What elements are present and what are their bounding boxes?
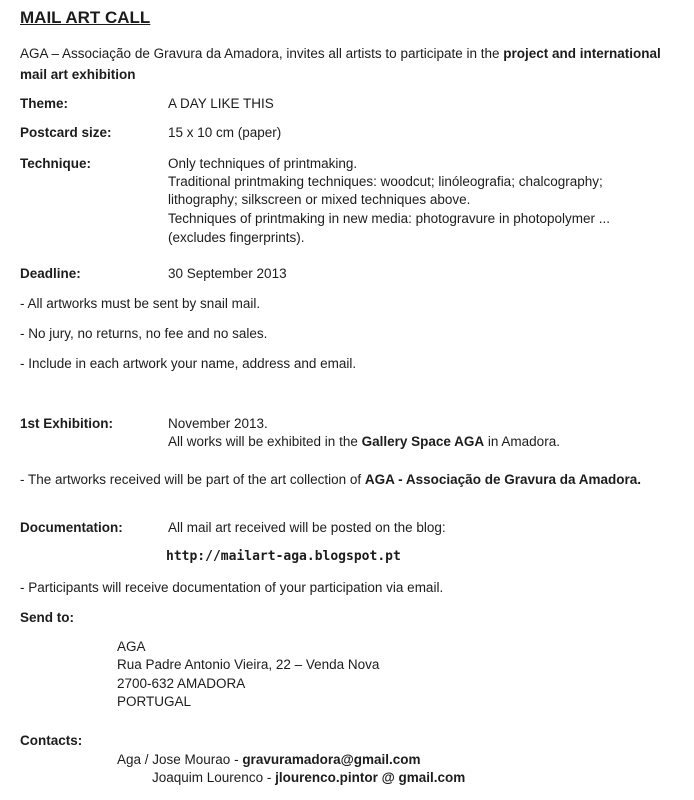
technique-line: lithography; silkscreen or mixed techniques above.	[168, 192, 471, 207]
blog-link[interactable]: http://mailart-aga.blogspot.pt	[166, 549, 401, 564]
page-title: MAIL ART CALL	[20, 8, 151, 27]
intro-bold-1: project and international	[503, 46, 661, 61]
theme-value: A DAY LIKE THIS	[168, 96, 274, 111]
theme-label: Theme:	[20, 96, 69, 111]
contact-item	[117, 751, 421, 768]
exhibition-date: November 2013.	[168, 416, 268, 431]
technique-line: Only techniques of printmaking.	[168, 156, 358, 171]
contact-email[interactable]: gravuramadora@gmail.com	[242, 752, 421, 767]
rule-item: - Include in each artwork your name, address and email.	[20, 356, 357, 371]
postcard-value: 15 x 10 cm (paper)	[168, 125, 282, 140]
deadline-label: Deadline:	[20, 266, 81, 281]
rule-item: - All artworks must be sent by snail mail.	[20, 296, 261, 311]
exhibition-venue-post: in Amadora.	[484, 434, 560, 449]
collection-note	[20, 471, 641, 488]
contact-item	[152, 769, 465, 786]
address-line: Rua Padre Antonio Vieira, 22 – Venda Nova	[117, 657, 380, 672]
intro-text: AGA – Associação de Gravura da Amadora, invites all artists to participate in the	[20, 46, 504, 61]
technique-line: Traditional printmaking techniques: woodcut; linóleografia; chalcography;	[168, 174, 603, 189]
collection-pre: - The artworks received will be part of the art collection of	[20, 472, 365, 487]
contact-name: Joaquim Lourenco -	[152, 770, 276, 785]
contact-name: Aga / Jose Mourao -	[117, 752, 243, 767]
intro-bold-2: mail art exhibition	[20, 67, 136, 82]
exhibition-venue-pre: All works will be exhibited in the	[168, 434, 362, 449]
address-line: AGA	[117, 639, 146, 654]
collection-bold: AGA - Associação de Gravura da Amadora.	[364, 472, 641, 487]
contact-email[interactable]: jlourenco.pintor @ gmail.com	[275, 770, 466, 785]
address-line: 2700-632 AMADORA	[117, 676, 246, 691]
rule-item: - No jury, no returns, no fee and no sales.	[20, 326, 268, 341]
send-to-label: Send to:	[20, 610, 74, 625]
exhibition-venue	[168, 433, 560, 450]
intro-line-1	[20, 45, 661, 62]
exhibition-venue-bold: Gallery Space AGA	[361, 434, 485, 449]
technique-label: Technique:	[20, 156, 92, 171]
technique-line: Techniques of printmaking in new media: photogravure in photopolymer ...	[168, 211, 610, 226]
documentation-text: All mail art received will be posted on the blog:	[168, 520, 446, 535]
documentation-label: Documentation:	[20, 520, 123, 535]
contacts-label: Contacts:	[20, 733, 83, 748]
exhibition-label: 1st Exhibition:	[20, 416, 114, 431]
technique-line: (excludes fingerprints).	[168, 230, 305, 245]
address-line: PORTUGAL	[117, 694, 192, 709]
postcard-label: Postcard size:	[20, 125, 112, 140]
participants-note: - Participants will receive documentation of your participation via email.	[20, 580, 444, 595]
deadline-value: 30 September 2013	[168, 266, 287, 281]
